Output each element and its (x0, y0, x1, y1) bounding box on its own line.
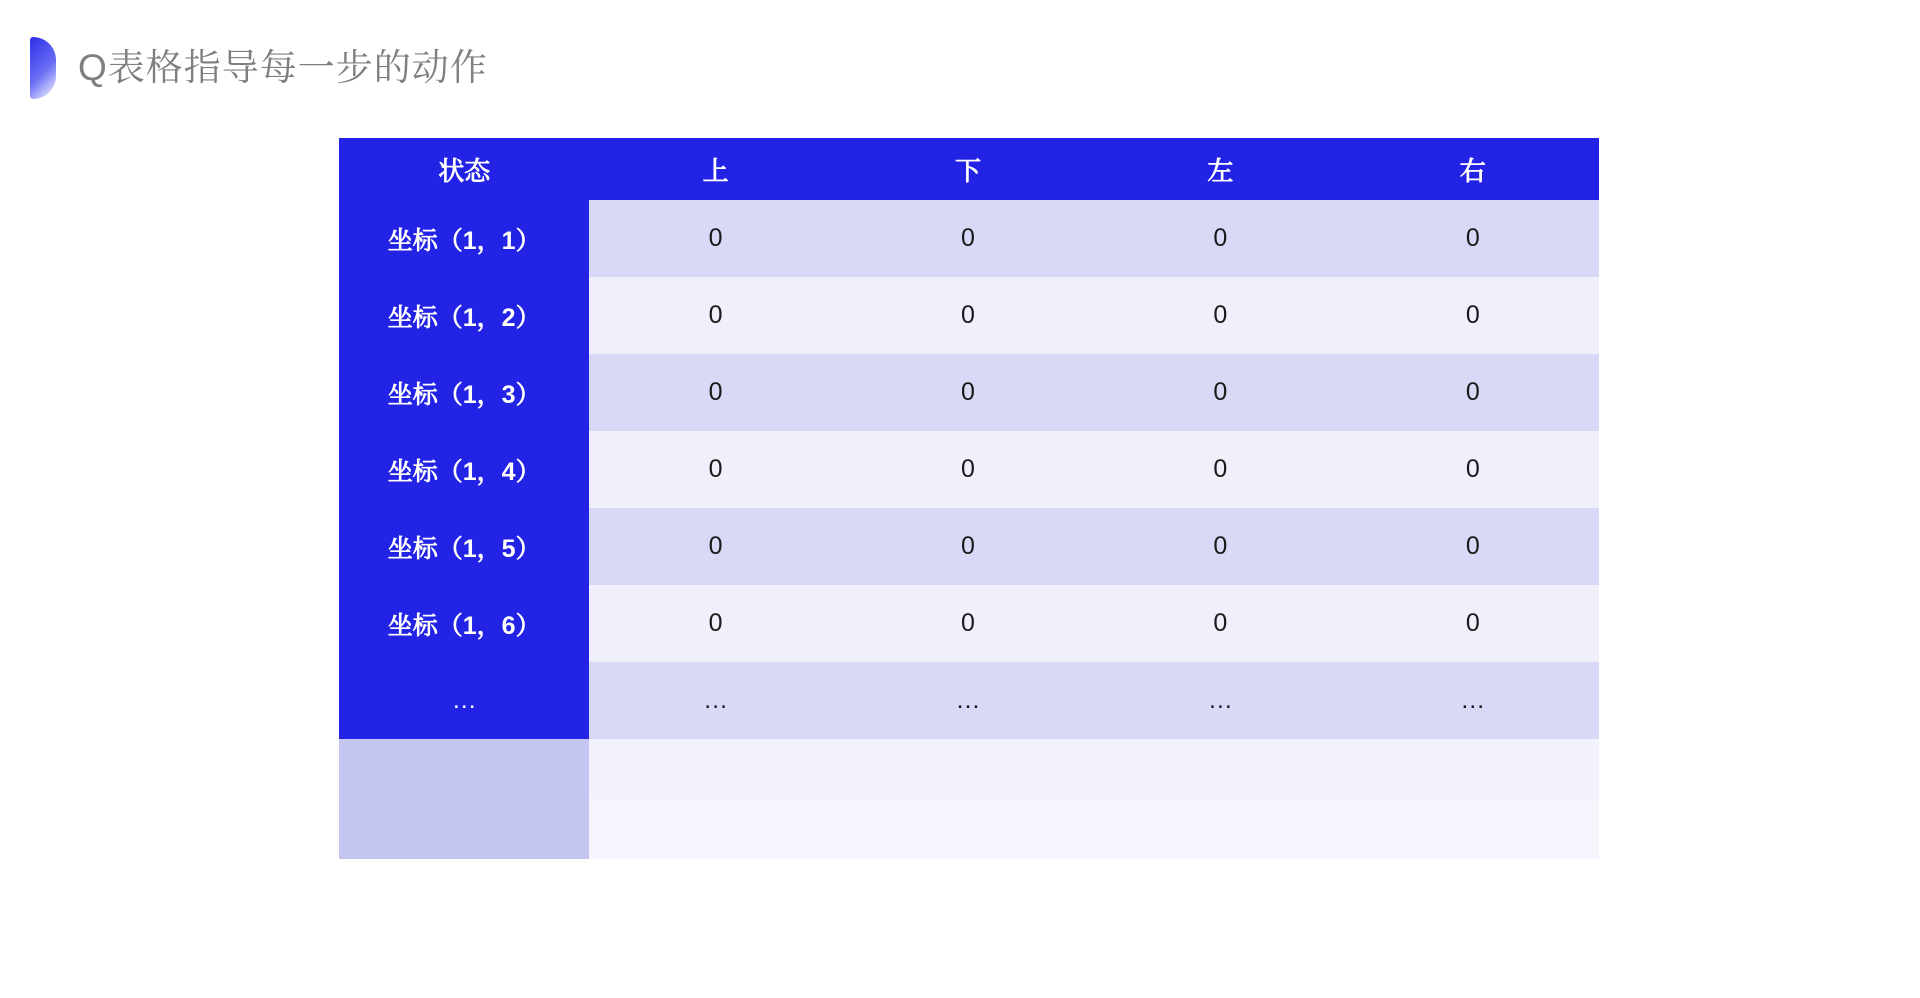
column-header-left: 左 (1094, 138, 1346, 200)
cell-down: 0 (842, 508, 1094, 585)
table-row (339, 200, 1599, 277)
cell-down: 0 (842, 200, 1094, 277)
cell-down: … (842, 662, 1094, 739)
row-state-label: 坐标（1，4） (339, 431, 589, 508)
row-state-label: 坐标（1，5） (339, 508, 589, 585)
cell-empty (589, 799, 841, 859)
cell-up: 0 (589, 200, 841, 277)
slide-title-row (30, 38, 488, 98)
cell-empty (1094, 739, 1346, 799)
cell-right: 0 (1347, 200, 1599, 277)
table-row-ellipsis (339, 662, 1599, 739)
table-header-row (339, 138, 1599, 200)
cell-empty (1347, 739, 1599, 799)
cell-right: 0 (1347, 277, 1599, 354)
cell-empty (589, 739, 841, 799)
cell-right: 0 (1347, 354, 1599, 431)
cell-empty (1094, 799, 1346, 859)
cell-down: 0 (842, 277, 1094, 354)
cell-right: 0 (1347, 431, 1599, 508)
cell-up: 0 (589, 508, 841, 585)
cell-down: 0 (842, 431, 1094, 508)
column-header-down: 下 (842, 138, 1094, 200)
row-state-empty (339, 799, 589, 859)
cell-up: 0 (589, 585, 841, 662)
q-table-container (339, 138, 1599, 859)
row-state-label: 坐标（1，2） (339, 277, 589, 354)
table-row (339, 431, 1599, 508)
cell-right: 0 (1347, 508, 1599, 585)
cell-empty (1347, 799, 1599, 859)
table-row-empty (339, 739, 1599, 799)
row-state-empty (339, 739, 589, 799)
cell-down: 0 (842, 585, 1094, 662)
cell-empty (842, 739, 1094, 799)
cell-down: 0 (842, 354, 1094, 431)
cell-left: 0 (1094, 354, 1346, 431)
table-row (339, 508, 1599, 585)
cell-up: 0 (589, 431, 841, 508)
row-state-label: … (339, 662, 589, 739)
table-row (339, 354, 1599, 431)
cell-left: … (1094, 662, 1346, 739)
cell-right: … (1347, 662, 1599, 739)
cell-empty (842, 799, 1094, 859)
cell-up: 0 (589, 354, 841, 431)
table-row-empty (339, 799, 1599, 859)
column-header-right: 右 (1347, 138, 1599, 200)
cell-left: 0 (1094, 585, 1346, 662)
table-row (339, 277, 1599, 354)
cell-left: 0 (1094, 508, 1346, 585)
cell-left: 0 (1094, 431, 1346, 508)
q-table-body (339, 200, 1599, 859)
cell-left: 0 (1094, 277, 1346, 354)
cell-right: 0 (1347, 585, 1599, 662)
row-state-label: 坐标（1，6） (339, 585, 589, 662)
column-header-state: 状态 (339, 138, 589, 200)
cell-left: 0 (1094, 200, 1346, 277)
q-table (339, 138, 1599, 859)
column-header-up: 上 (589, 138, 841, 200)
page-title: Q表格指导每一步的动作 (78, 46, 488, 88)
title-accent-marker-icon (30, 37, 56, 99)
cell-up: 0 (589, 277, 841, 354)
row-state-label: 坐标（1，3） (339, 354, 589, 431)
q-table-head (339, 138, 1599, 200)
cell-up: … (589, 662, 841, 739)
table-row (339, 585, 1599, 662)
row-state-label: 坐标（1，1） (339, 200, 589, 277)
